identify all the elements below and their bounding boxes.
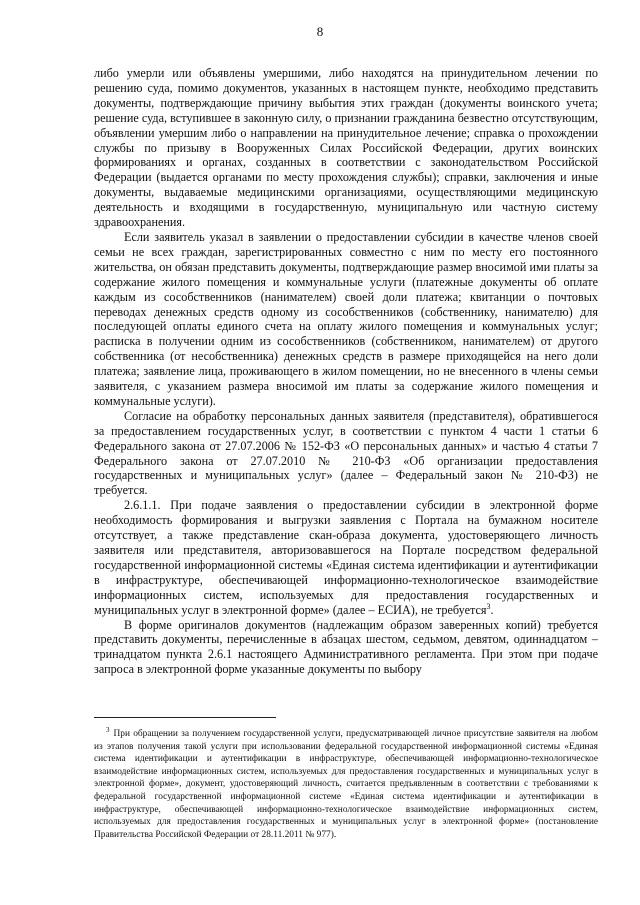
- paragraph-2-6-1-1: [94, 498, 598, 617]
- paragraph-personal-data-consent: Согласие на обработку персональных данных заявителя (представителя), обратившегося за предоставлением государственных услуг, в соответствии с пунктом 4 части 1 статьи 6 Федерального закона от 27.07.2006 № 152-ФЗ «О персональных данных» и частью 4 статьи 7 Федерального закона от 27.07.2010 № 210-ФЗ «Об организации предоставления государственных и муниципальных услуг» (далее – Федеральный закон № 210-ФЗ) не требуется.: [94, 408, 598, 498]
- footnote-text: При обращении за получением государственной услуги, предусматривающей личное присутствие заявителя на любом из этапов получения такой услуги при использовании федеральной государственной информационной системы «Единая система идентификации и аутентификации в инфраструктуре, обеспечивающей информационно-технологическое взаимодействие информационных систем, используемых для предоставления государственных и муниципальных услуг в электронной форме», документ, удостоверяющий личность, считается предъявленным в соответствии с требованиями к федеральной государственной информационной системе «Единая система идентификации и аутентификации в инфраструктуре, обеспечивающей информационно-технологическое взаимодействие информационных систем, используемых для предоставления государственных и муниципальных услуг в электронной форме» (постановление Правительства Российской Федерации от 28.11.2011 № 977).: [94, 729, 598, 840]
- paragraph-2-6-1-1-text: 2.6.1.1. При подаче заявления о предоставлении субсидии в электронной форме необходимость формирования и выгрузки заявления с Портала на бумажном носителе отсутствует, а также представление скан-образа документа, удостоверяющего личность заявителя или представителя, авторизовавшегося на Портале посредством федеральной государственной информационной системы «Единая система идентификации и аутентификации в инфраструктуре, обеспечивающей информационно-технологическое взаимодействие информационных систем, используемых для предоставления государственных и муниципальных услуг в электронной форме» (далее – ЕСИА), не требуется: [94, 498, 598, 617]
- footnote: [94, 725, 598, 841]
- paragraph-2-6-1-1-end: .: [490, 602, 494, 617]
- paragraph-family-members: Если заявитель указал в заявлении о предоставлении субсидии в качестве членов своей семьи не всех граждан, зарегистрированных совместно с ним по месту его постоянного жительства, он обязан представить документы, подтверждающие размер вносимой ими платы за содержание жилого помещения и коммунальные услуги (платежные документы об оплате каждым из сособственников (нанимателем) своей доли платежа; квитанции о почтовых переводах денежных средств одному из сособственников (собственнику, нанимателю) для последующей оплаты единого счета на оплату жилого помещения и коммунальных услуг; расписка в получении одним из сособственников (собственником, нанимателем) от другого собственника (от несобственника) денежных средств в размере приходящейся на него доли платежа; заявление лица, проживающего в жилом помещении, но не внесенного в члены семьи заявителя, с указанием размера вносимой им платы за содержание жилого помещения и коммунальные услуги).: [94, 229, 598, 408]
- footnote-separator: [94, 717, 276, 718]
- page-number: 8: [316, 24, 324, 39]
- footnote-reference[interactable]: 3: [486, 601, 491, 611]
- paragraph-continuation: либо умерли или объявлены умершими, либо находятся на принудительном лечении по решению суда, помимо документов, указанных в настоящем пункте, необходимо представить документы, подтверждающие причину выбытия этих граждан (документы воинского учета; решение суда, вступившее в законную силу, о признании гражданина безвестно отсутствующим, объявлении умершим либо о направлении на принудительное лечение; справка о прохождении службы по призыву в Вооруженных Силах Российской Федерации, других воинских формированиях и органах, созданных в соответствии с законодательством Российской Федерации (выдается органами по месту прохождения службы); справки, заключения и иные документы, выдаваемые медицинскими организациями, осуществляющими медицинскую деятельность и входящими в государственную, муниципальную или частную систему здравоохранения.: [94, 66, 598, 230]
- footnote-3: [94, 725, 598, 841]
- paragraph-original-documents: В форме оригиналов документов (надлежащим образом заверенных копий) требуется представить документы, перечисленные в абзацах шестом, седьмом, девятом, одиннадцатом – тринадцатом пункта 2.6.1 настоящего Административного регламента. При этом при подаче запроса в электронной форме указанные документы по выбору: [94, 617, 598, 677]
- body-text: [94, 66, 598, 677]
- footnote-mark: 3: [106, 725, 110, 734]
